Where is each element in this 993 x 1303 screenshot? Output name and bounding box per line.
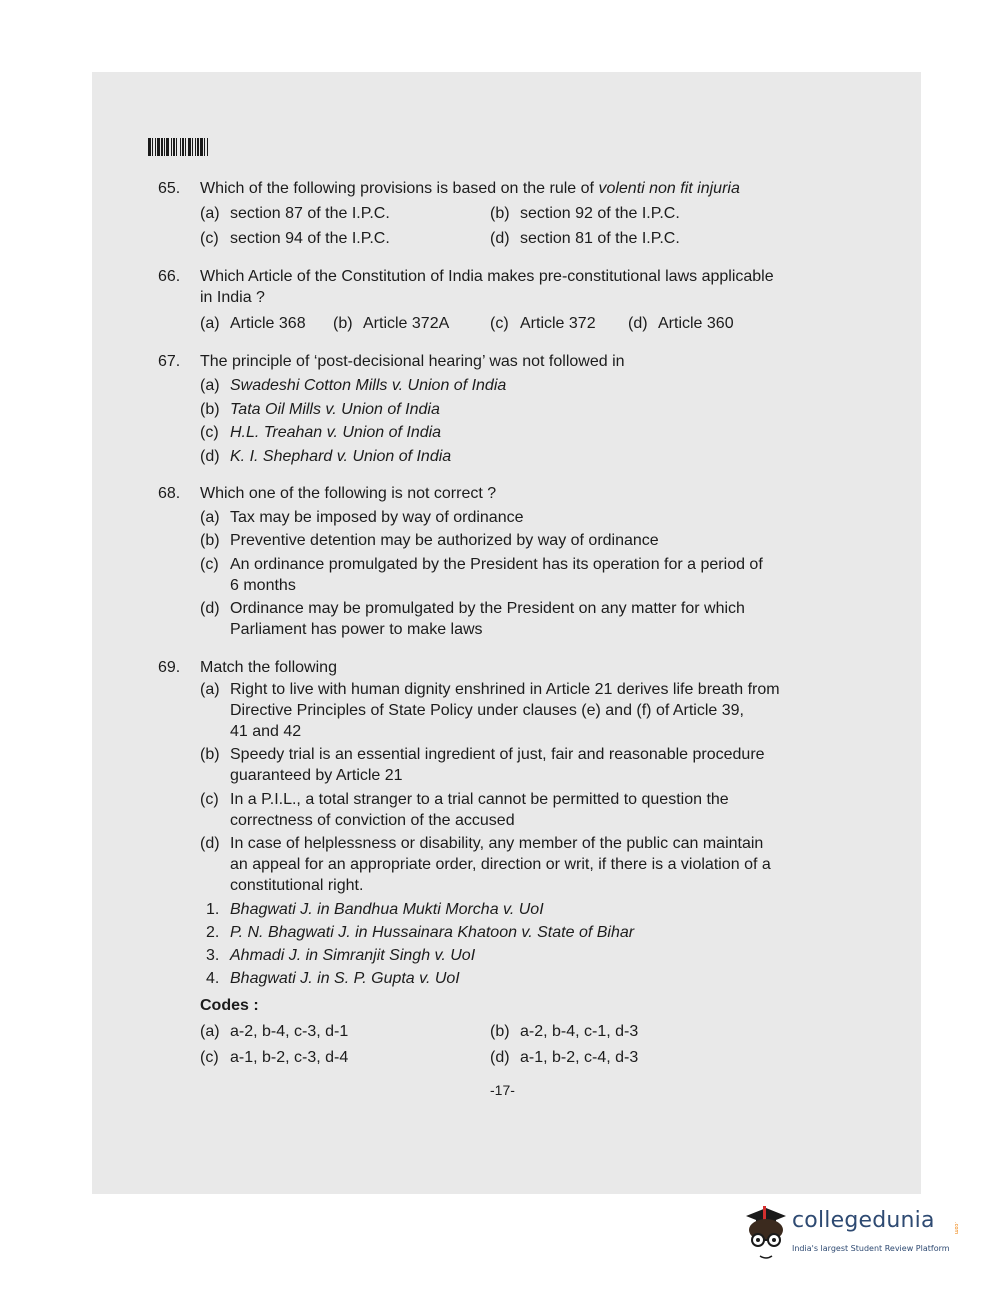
case-item: 2. P. N. Bhagwati J. in Hussainara Khatoon v. State of Bihar (206, 924, 635, 941)
case-item: 3. Ahmadi J. in Simranjit Singh v. UoI (206, 947, 476, 964)
option-a: (a) Tax may be imposed by way of ordinance (200, 509, 524, 526)
question-number: 66. (158, 268, 181, 285)
option-c: (c) H.L. Treahan v. Union of India (200, 424, 442, 441)
question-text-line1: Which Article of the Constitution of India makes pre-constitutional laws applicable (200, 268, 774, 285)
barcode-image (148, 138, 224, 156)
option-b: (b) section 92 of the I.P.C. (490, 205, 680, 222)
question-number: 67. (158, 353, 181, 370)
question-text: Match the following (200, 659, 337, 676)
case-item: 1. Bhagwati J. in Bandhua Mukti Morcha v. UoI (206, 901, 544, 918)
code-option-d: (d) a-1, b-2, c-4, d-3 (490, 1049, 639, 1066)
option-b: (b) Tata Oil Mills v. Union of India (200, 401, 440, 418)
option-b: (b) Article 372A (333, 315, 450, 332)
option-c: (c) Article 372 (490, 315, 596, 332)
option-a: (a) Swadeshi Cotton Mills v. Union of India (200, 377, 507, 394)
logo-tld-text: .com (953, 1222, 959, 1235)
code-option-a: (a) a-2, b-4, c-3, d-1 (200, 1023, 349, 1040)
question-text: Which one of the following is not correct ? (200, 485, 497, 502)
logo-tagline: India's largest Student Review Platform (792, 1244, 950, 1253)
question-text: The principle of ‘post-decisional hearing’ was not followed in (200, 353, 625, 370)
question-text: Which of the following provisions is based on the rule of volenti non fit injuria (200, 180, 740, 197)
option-a: (a) Article 368 (200, 315, 306, 332)
option-d: (d) section 81 of the I.P.C. (490, 230, 680, 247)
question-number: 69. (158, 659, 181, 676)
option-b: (b) Preventive detention may be authorized by way of ordinance (200, 532, 659, 549)
code-option-c: (c) a-1, b-2, c-3, d-4 (200, 1049, 349, 1066)
barcode-bar (208, 138, 209, 156)
page-number: -17- (490, 1082, 515, 1098)
codes-label: Codes : (200, 997, 259, 1014)
question-text-line2: in India ? (200, 289, 265, 306)
question-number: 65. (158, 180, 181, 197)
question-number: 68. (158, 485, 181, 502)
case-item: 4. Bhagwati J. in S. P. Gupta v. UoI (206, 970, 460, 987)
option-d: (d) K. I. Shephard v. Union of India (200, 448, 452, 465)
option-d: (d) Article 360 (628, 315, 734, 332)
code-option-b: (b) a-2, b-4, c-1, d-3 (490, 1023, 639, 1040)
logo-brand-text: collegedunia (792, 1208, 935, 1233)
option-a: (a) section 87 of the I.P.C. (200, 205, 390, 222)
option-c: (c) section 94 of the I.P.C. (200, 230, 390, 247)
